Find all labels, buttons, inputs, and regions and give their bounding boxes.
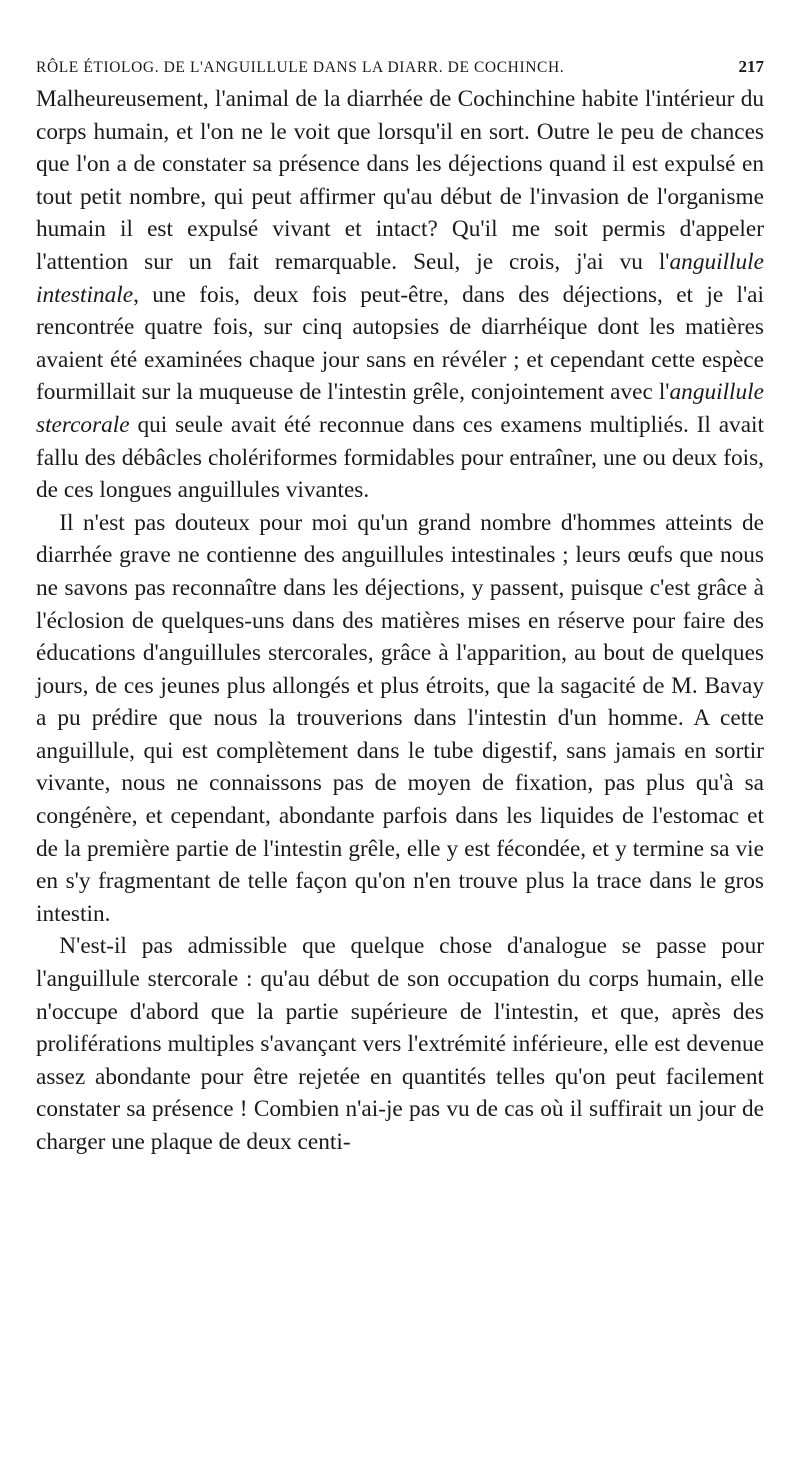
body-text (36, 83, 764, 1159)
text-run: , une fois, deux fois peut-être, dans des déjections, et je l'ai rencontrée quatre fois, sur cinq autopsies de diarrhéique dont les matières avaient été examinées chaque jour sans en révéler ; et cependant cette espèce fourmillait sur la muqueuse de l'intestin grêle, conjointement avec l' (36, 281, 764, 406)
page-number: 217 (738, 57, 764, 76)
text-run: qui seule avait été reconnue dans ces examens multipliés. Il avait fallu des débâcles cholériformes formidables pour entraîner, une ou deux fois, de ces longues anguillules vivantes. (36, 411, 764, 504)
running-header (36, 54, 764, 81)
text-run: Il n'est pas douteux pour moi qu'un grand nombre d'hommes atteints de diarrhée grave ne contienne des anguillules intestinales ; leurs œufs que nous ne savons pas reconnaître dans les déjections, y passent, puisque c'est grâce à l'éclosion de quelques-uns dans des matières mises en réserve pour faire des éducations d'anguillules stercorales, grâce à l'apparition, au bout de quelques jours, de ces jeunes plus allongés et plus étroits, que la sagacité de M. Bavay a pu prédire que nous la trouverions dans l'intestin d'un homme. A cette anguillule, qui est complètement dans le tube digestif, sans jamais en sortir vivante, nous ne connaissons pas de moyen de fixation, pas plus qu'à sa congénère, et cependant, abondante parfois dans les liquides de l'estomac et de la première partie de l'intestin grêle, elle y est fécondée, et y termine sa vie en s'y fragmentant de telle façon qu'on n'en trouve plus la trace dans le gros intestin. (36, 509, 764, 927)
paragraph (36, 83, 764, 507)
paragraph (36, 930, 764, 1158)
book-page (36, 54, 764, 1159)
text-run: Malheureusement, l'animal de la diarrhée de Cochinchine habite l'intérieur du corps humain, et l'on ne le voit que lorsqu'il en sort. Outre le peu de chances que l'on a de constater sa présence dans les déjections quand il est expulsé en tout petit nombre, qui peut affirmer qu'au début de l'invasion de l'organisme humain il est expulsé vivant et intact? Qu'il me soit permis d'appeler l'attention sur un fait remarquable. Seul, je crois, j'ai vu l' (36, 86, 764, 275)
running-title: RÔLE ÉTIOLOG. DE L'ANGUILLULE DANS LA DIARR. DE COCHINCH. (36, 59, 565, 76)
text-run: N'est-il pas admissible que quelque chose d'analogue se passe pour l'anguillule stercorale : qu'au début de son occupation du corps humain, elle n'occupe d'abord que la partie supérieure de l'intestin, et que, après des proliférations multiples s'avançant vers l'extrémité inférieure, elle est devenue assez abondante pour être rejetée en quantités telles qu'on peut facilement constater sa présence ! Combien n'ai-je pas vu de cas où il suffirait un jour de charger une plaque de deux centi- (36, 933, 764, 1155)
italic-term: anguillule stercorale (36, 379, 764, 438)
italic-term: anguillule intestinale (36, 248, 764, 308)
paragraph (36, 507, 764, 931)
